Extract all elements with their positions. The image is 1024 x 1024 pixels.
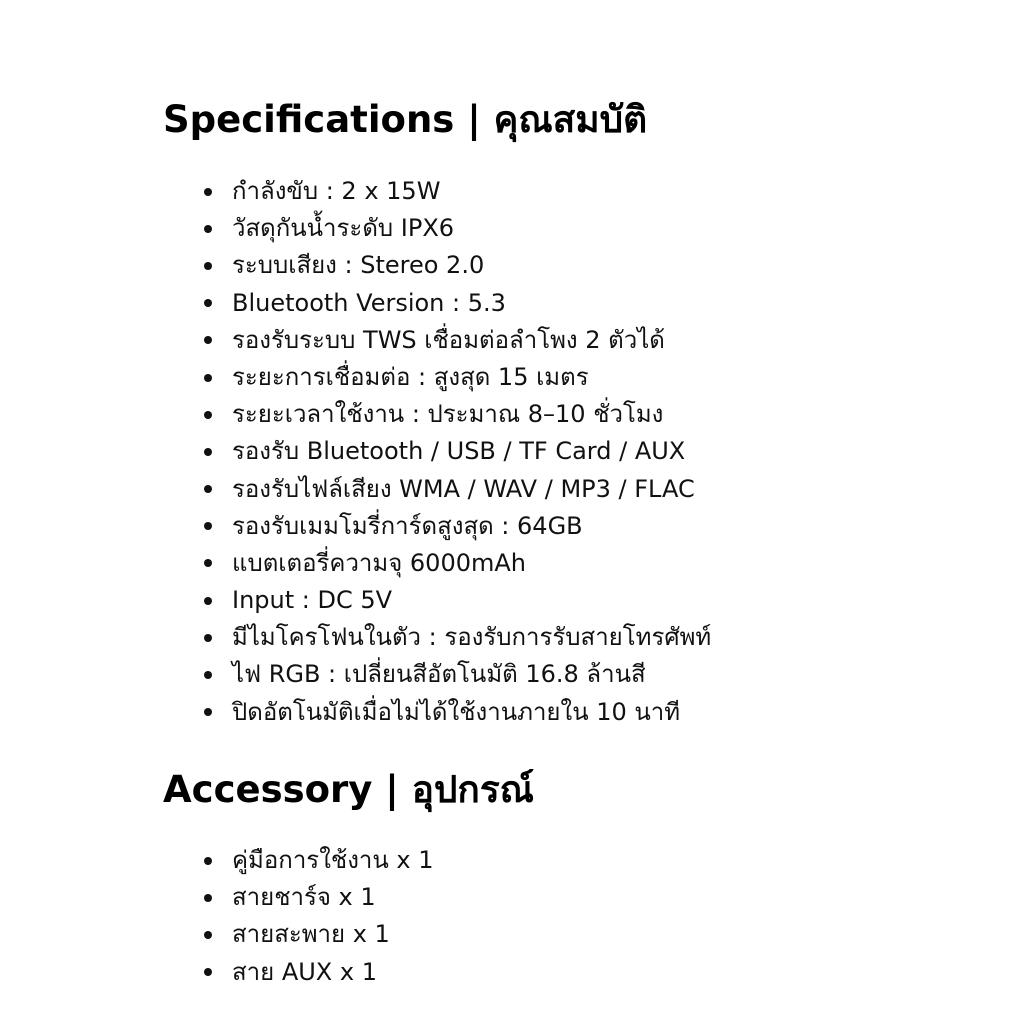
spec-item-inputs <box>200 433 711 470</box>
list-item-text: ระบบเสียง : Stereo 2.0 <box>232 251 485 280</box>
bullet-icon <box>204 485 212 493</box>
list-item-text: คู่มือการใช้งาน x 1 <box>232 846 434 874</box>
list-item-text: รองรับเมมโมรี่การ์ดสูงสุด : 64GB <box>232 511 583 540</box>
list-item-text: Bluetooth Version : 5.3 <box>232 288 506 317</box>
bullet-icon <box>204 931 212 939</box>
bullet-icon <box>204 857 212 865</box>
list-item-text: สาย AUX x 1 <box>232 957 377 986</box>
list-item-text: วัสดุกันน้ำระดับ IPX6 <box>232 214 455 243</box>
accessory-heading: Accessory | อุปกรณ์ <box>163 768 535 811</box>
spec-item-range <box>200 359 711 396</box>
bullet-icon <box>204 968 212 976</box>
spec-item-playtime <box>200 396 711 433</box>
bullet-icon <box>204 671 212 679</box>
list-item-text: มีไมโครโฟนในตัว : รองรับการรับสายโทรศัพท์ <box>232 623 712 652</box>
bullet-icon <box>204 225 212 233</box>
spec-item-audio-formats <box>200 471 711 508</box>
bullet-icon <box>204 374 212 382</box>
accessory-item-charging-cable <box>200 879 434 916</box>
bullet-icon <box>204 708 212 716</box>
bullet-icon <box>204 299 212 307</box>
spec-item-rgb-light <box>200 656 711 693</box>
accessory-item-aux-cable <box>200 954 434 991</box>
list-item-text: ระยะเวลาใช้งาน : ประมาณ 8–10 ชั่วโมง <box>232 400 664 429</box>
bullet-icon <box>204 262 212 270</box>
list-item-text: Input : DC 5V <box>232 586 393 615</box>
list-item-text: แบตเตอรี่ความจุ 6000mAh <box>232 548 526 577</box>
spec-item-memory-card <box>200 508 711 545</box>
list-item-text: ปิดอัตโนมัติเมื่อไม่ได้ใช้งานภายใน 10 นาที <box>232 697 681 726</box>
list-item-text: รองรับ Bluetooth / USB / TF Card / AUX <box>232 437 686 466</box>
list-item-text: รองรับไฟล์เสียง WMA / WAV / MP3 / FLAC <box>232 474 695 503</box>
spec-item-battery <box>200 545 711 582</box>
spec-item-sound-system <box>200 247 711 284</box>
spec-item-power <box>200 173 711 210</box>
list-item-text: ระยะการเชื่อมต่อ : สูงสุด 15 เมตร <box>232 362 589 391</box>
accessory-list <box>200 842 434 991</box>
bullet-icon <box>204 411 212 419</box>
accessory-item-strap <box>200 916 434 953</box>
list-item-text: กำลังขับ : 2 x 15W <box>232 177 441 205</box>
spec-item-microphone <box>200 619 711 656</box>
list-item-text: ไฟ RGB : เปลี่ยนสีอัตโนมัติ 16.8 ล้านสี <box>232 660 646 689</box>
bullet-icon <box>204 634 212 642</box>
list-item-text: รองรับระบบ TWS เชื่อมต่อลำโพง 2 ตัวได้ <box>232 325 665 354</box>
spec-item-bluetooth-version <box>200 285 711 322</box>
spec-item-tws <box>200 322 711 359</box>
bullet-icon <box>204 522 212 530</box>
bullet-icon <box>204 188 212 196</box>
list-item-text: สายสะพาย x 1 <box>232 920 390 949</box>
spec-item-waterproof <box>200 210 711 247</box>
list-item-text: สายชาร์จ x 1 <box>232 883 376 912</box>
specifications-list <box>200 173 711 731</box>
accessory-item-manual <box>200 842 434 879</box>
bullet-icon <box>204 336 212 344</box>
bullet-icon <box>204 559 212 567</box>
specifications-heading: Specifications | คุณสมบัติ <box>163 98 648 141</box>
bullet-icon <box>204 597 212 605</box>
bullet-icon <box>204 448 212 456</box>
bullet-icon <box>204 894 212 902</box>
spec-item-auto-off <box>200 694 711 731</box>
spec-item-input-power <box>200 582 711 619</box>
